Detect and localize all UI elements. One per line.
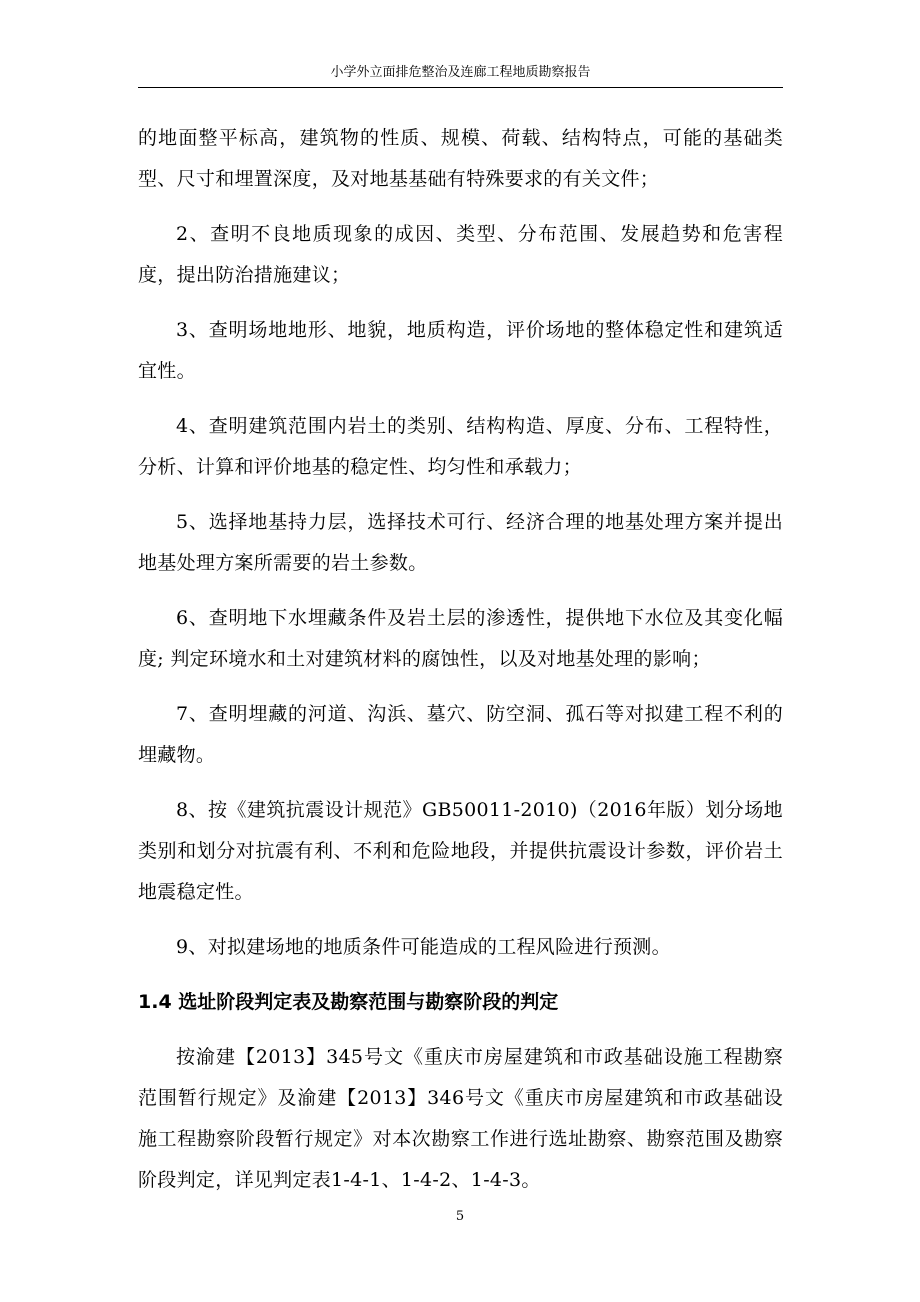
- header-title: 小学外立面排危整治及连廊工程地质勘察报告: [330, 65, 591, 80]
- page-number: 5: [455, 1209, 465, 1224]
- list-item-3: 3、查明场地地形、地貌，地质构造，评价场地的整体稳定性和建筑适宜性。: [138, 319, 783, 382]
- list-item-6: 6、查明地下水埋藏条件及岩土层的渗透性，提供地下水位及其变化幅度; 判定环境水和土对建筑材料的腐蚀性，以及对地基处理的影响；: [138, 607, 783, 670]
- list-item-9: 9、对拟建场地的地质条件可能造成的工程风险进行预测。: [176, 936, 671, 958]
- list-item-5: 5、选择地基持力层，选择技术可行、经济合理的地基处理方案并提出地基处理方案所需要的岩土参数。: [138, 511, 783, 574]
- section-heading: 1.4 选址阶段判定表及勘察范围与勘察阶段的判定: [138, 991, 559, 1013]
- paragraph-continued: 的地面整平标高，建筑物的性质、规模、荷载、结构特点，可能的基础类型、尺寸和埋置深度，及对地基基础有特殊要求的有关文件；: [138, 127, 783, 190]
- list-item-7: 7、查明埋藏的河道、沟浜、墓穴、防空洞、孤石等对拟建工程不利的埋藏物。: [138, 703, 783, 766]
- list-item-4: 4、查明建筑范围内岩土的类别、结构构造、厚度、分布、工程特性，分析、计算和评价地基的稳定性、均匀性和承载力；: [138, 415, 783, 478]
- list-item-8: 8、按《建筑抗震设计规范》GB50011-2010)（2016年版）划分场地类别和划分对抗震有利、不利和危险地段，并提供抗震设计参数，评价岩土地震稳定性。: [138, 799, 783, 903]
- section-paragraph: 按渝建【2013】345号文《重庆市房屋建筑和市政基础设施工程勘察范围暂行规定》及渝建【2013】346号文《重庆市房屋建筑和市政基础设施工程勘察阶段暂行规定》对本次勘察工作进行选址勘察、勘察范围及勘察阶段判定，详见判定表1-4-1、1-4-2、1-4-3。: [138, 1046, 783, 1191]
- page-header: [138, 62, 783, 88]
- list-item-2: 2、查明不良地质现象的成因、类型、分布范围、发展趋势和危害程度，提出防治措施建议；: [138, 223, 783, 286]
- document-body: [138, 118, 783, 1215]
